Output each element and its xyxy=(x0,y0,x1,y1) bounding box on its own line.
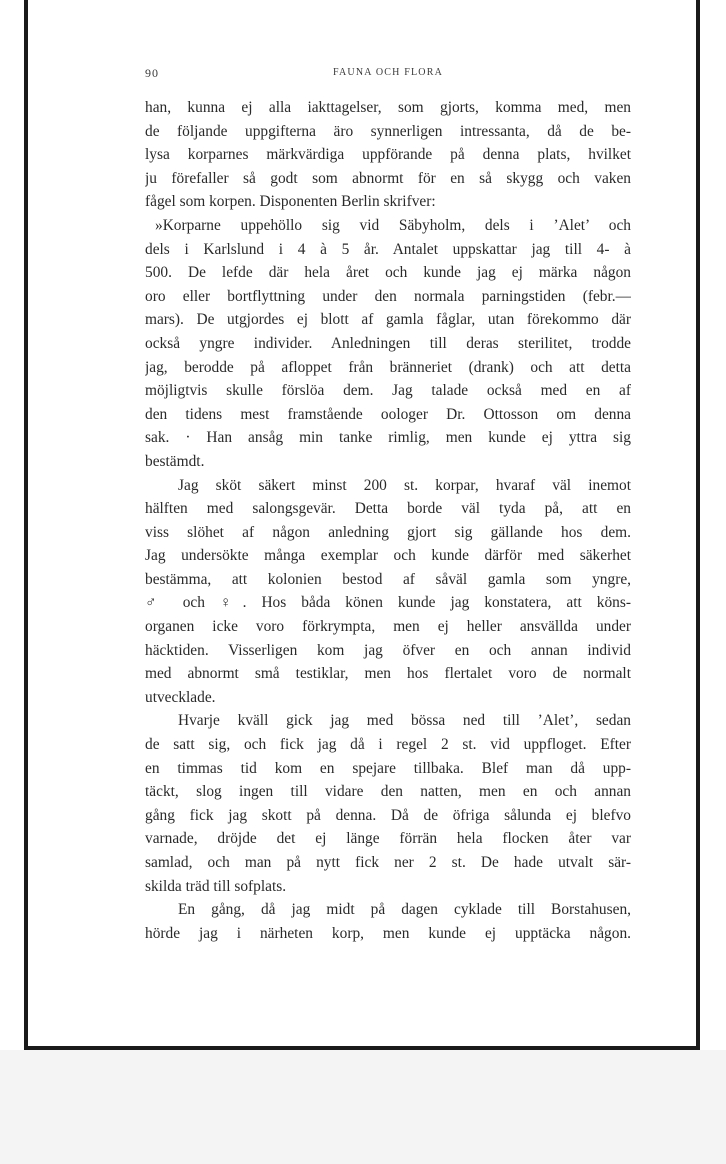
text-line: 500. De lefde där hela året och kunde jag ej märka någon xyxy=(145,264,631,282)
scan-margin xyxy=(0,1050,726,1164)
text-line: viss slöhet af någon anledning gjort sig gällande hos dem. xyxy=(145,523,631,541)
text-line: samlad, och man på nytt fick ner 2 st. De hade utvalt sär- xyxy=(145,854,631,871)
text-line: dels i Karlslund i 4 à 5 år. Antalet uppskattar jag till 4- à xyxy=(145,240,631,258)
text-line: gång fick jag skott på denna. Då de öfriga sålunda ej blefvo xyxy=(145,806,631,824)
text-line: sak. · Han ansåg min tanke rimlig, men kunde ej yttra sig xyxy=(145,429,631,447)
text-line: En gång, då jag midt på dagen cyklade till Borstahusen, xyxy=(178,901,631,919)
page-border-right xyxy=(696,0,700,1050)
text-line: bestämdt. xyxy=(145,452,205,470)
text-line: häcktiden. Visserligen kom jag öfver en och annan individ xyxy=(145,641,631,659)
text-line: lysa korparnes märkvärdiga uppförande på denna plats, hvilket xyxy=(145,146,631,164)
text-line: han, kunna ej alla iakttagelser, som gjorts, komma med, men xyxy=(145,99,631,116)
text-line: med abnormt små testiklar, men hos flertalet voro de normalt xyxy=(145,665,631,683)
text-line: ♂ och ♀. Hos båda könen kunde jag konstatera, att köns- xyxy=(145,594,631,612)
text-line: skilda träd till sofplats. xyxy=(145,877,287,895)
text-line: de följande uppgifterna äro synnerligen intressanta, då de be- xyxy=(145,122,631,140)
text-line: täckt, slog ingen till vidare den natten, men en och annan xyxy=(145,783,631,801)
text-line: hörde jag i närheten korp, men kunde ej upptäcka någon. xyxy=(145,924,631,942)
body-text xyxy=(145,96,631,945)
text-line: bestämma, att kolonien bestod af såväl gamla som yngre, xyxy=(145,570,631,588)
text-line: varnade, dröjde det ej länge förrän hela flocken åter var xyxy=(145,830,631,848)
running-head: FAUNA OCH FLORA xyxy=(332,67,444,78)
text-line: organen icke voro förkrympta, men ej heller ansvällda under xyxy=(145,618,631,636)
text-line: också yngre individer. Anledningen till deras sterilitet, trodde xyxy=(145,334,631,352)
page-header xyxy=(145,66,631,86)
text-line: hälften med salongsgevär. Detta borde väl tyda på, att en xyxy=(145,500,631,518)
text-line: Jag sköt säkert minst 200 st. korpar, hvaraf väl inemot xyxy=(178,476,631,494)
text-line: oro eller bortflyttning under den normala parningstiden (febr.— xyxy=(145,287,631,305)
text-line: Hvarje kväll gick jag med bössa ned till ’Alet’, sedan xyxy=(178,712,631,730)
text-line: ju förefaller så godt som abnormt för en så skygg och vaken xyxy=(145,169,631,187)
page-number: 90 xyxy=(145,66,159,80)
text-line: Jag undersökte många exemplar och kunde därför med säkerhet xyxy=(145,547,631,565)
text-line: de satt sig, och fick jag då i regel 2 st. vid uppfloget. Efter xyxy=(145,736,631,754)
text-line: en timmas tid kom en spejare tillbaka. Blef man då upp- xyxy=(145,759,631,777)
text-line: jag, berodde på afloppet från bränneriet (drank) och att detta xyxy=(145,358,631,376)
text-line: den tidens mest framstående oologer Dr. Ottosson om denna xyxy=(145,405,631,423)
text-line: mars). De utgjordes ej blott af gamla fåglar, utan förekommo där xyxy=(145,311,631,329)
text-line: utvecklade. xyxy=(145,688,216,706)
page-border-left xyxy=(24,0,28,1050)
text-line: »Korparne uppehöllo sig vid Säbyholm, dels i ’Alet’ och xyxy=(155,216,631,234)
text-line: möjligtvis skulle förslöa dem. Jag talade också med en af xyxy=(145,382,631,400)
text-line: fågel som korpen. Disponenten Berlin skrifver: xyxy=(145,193,436,211)
